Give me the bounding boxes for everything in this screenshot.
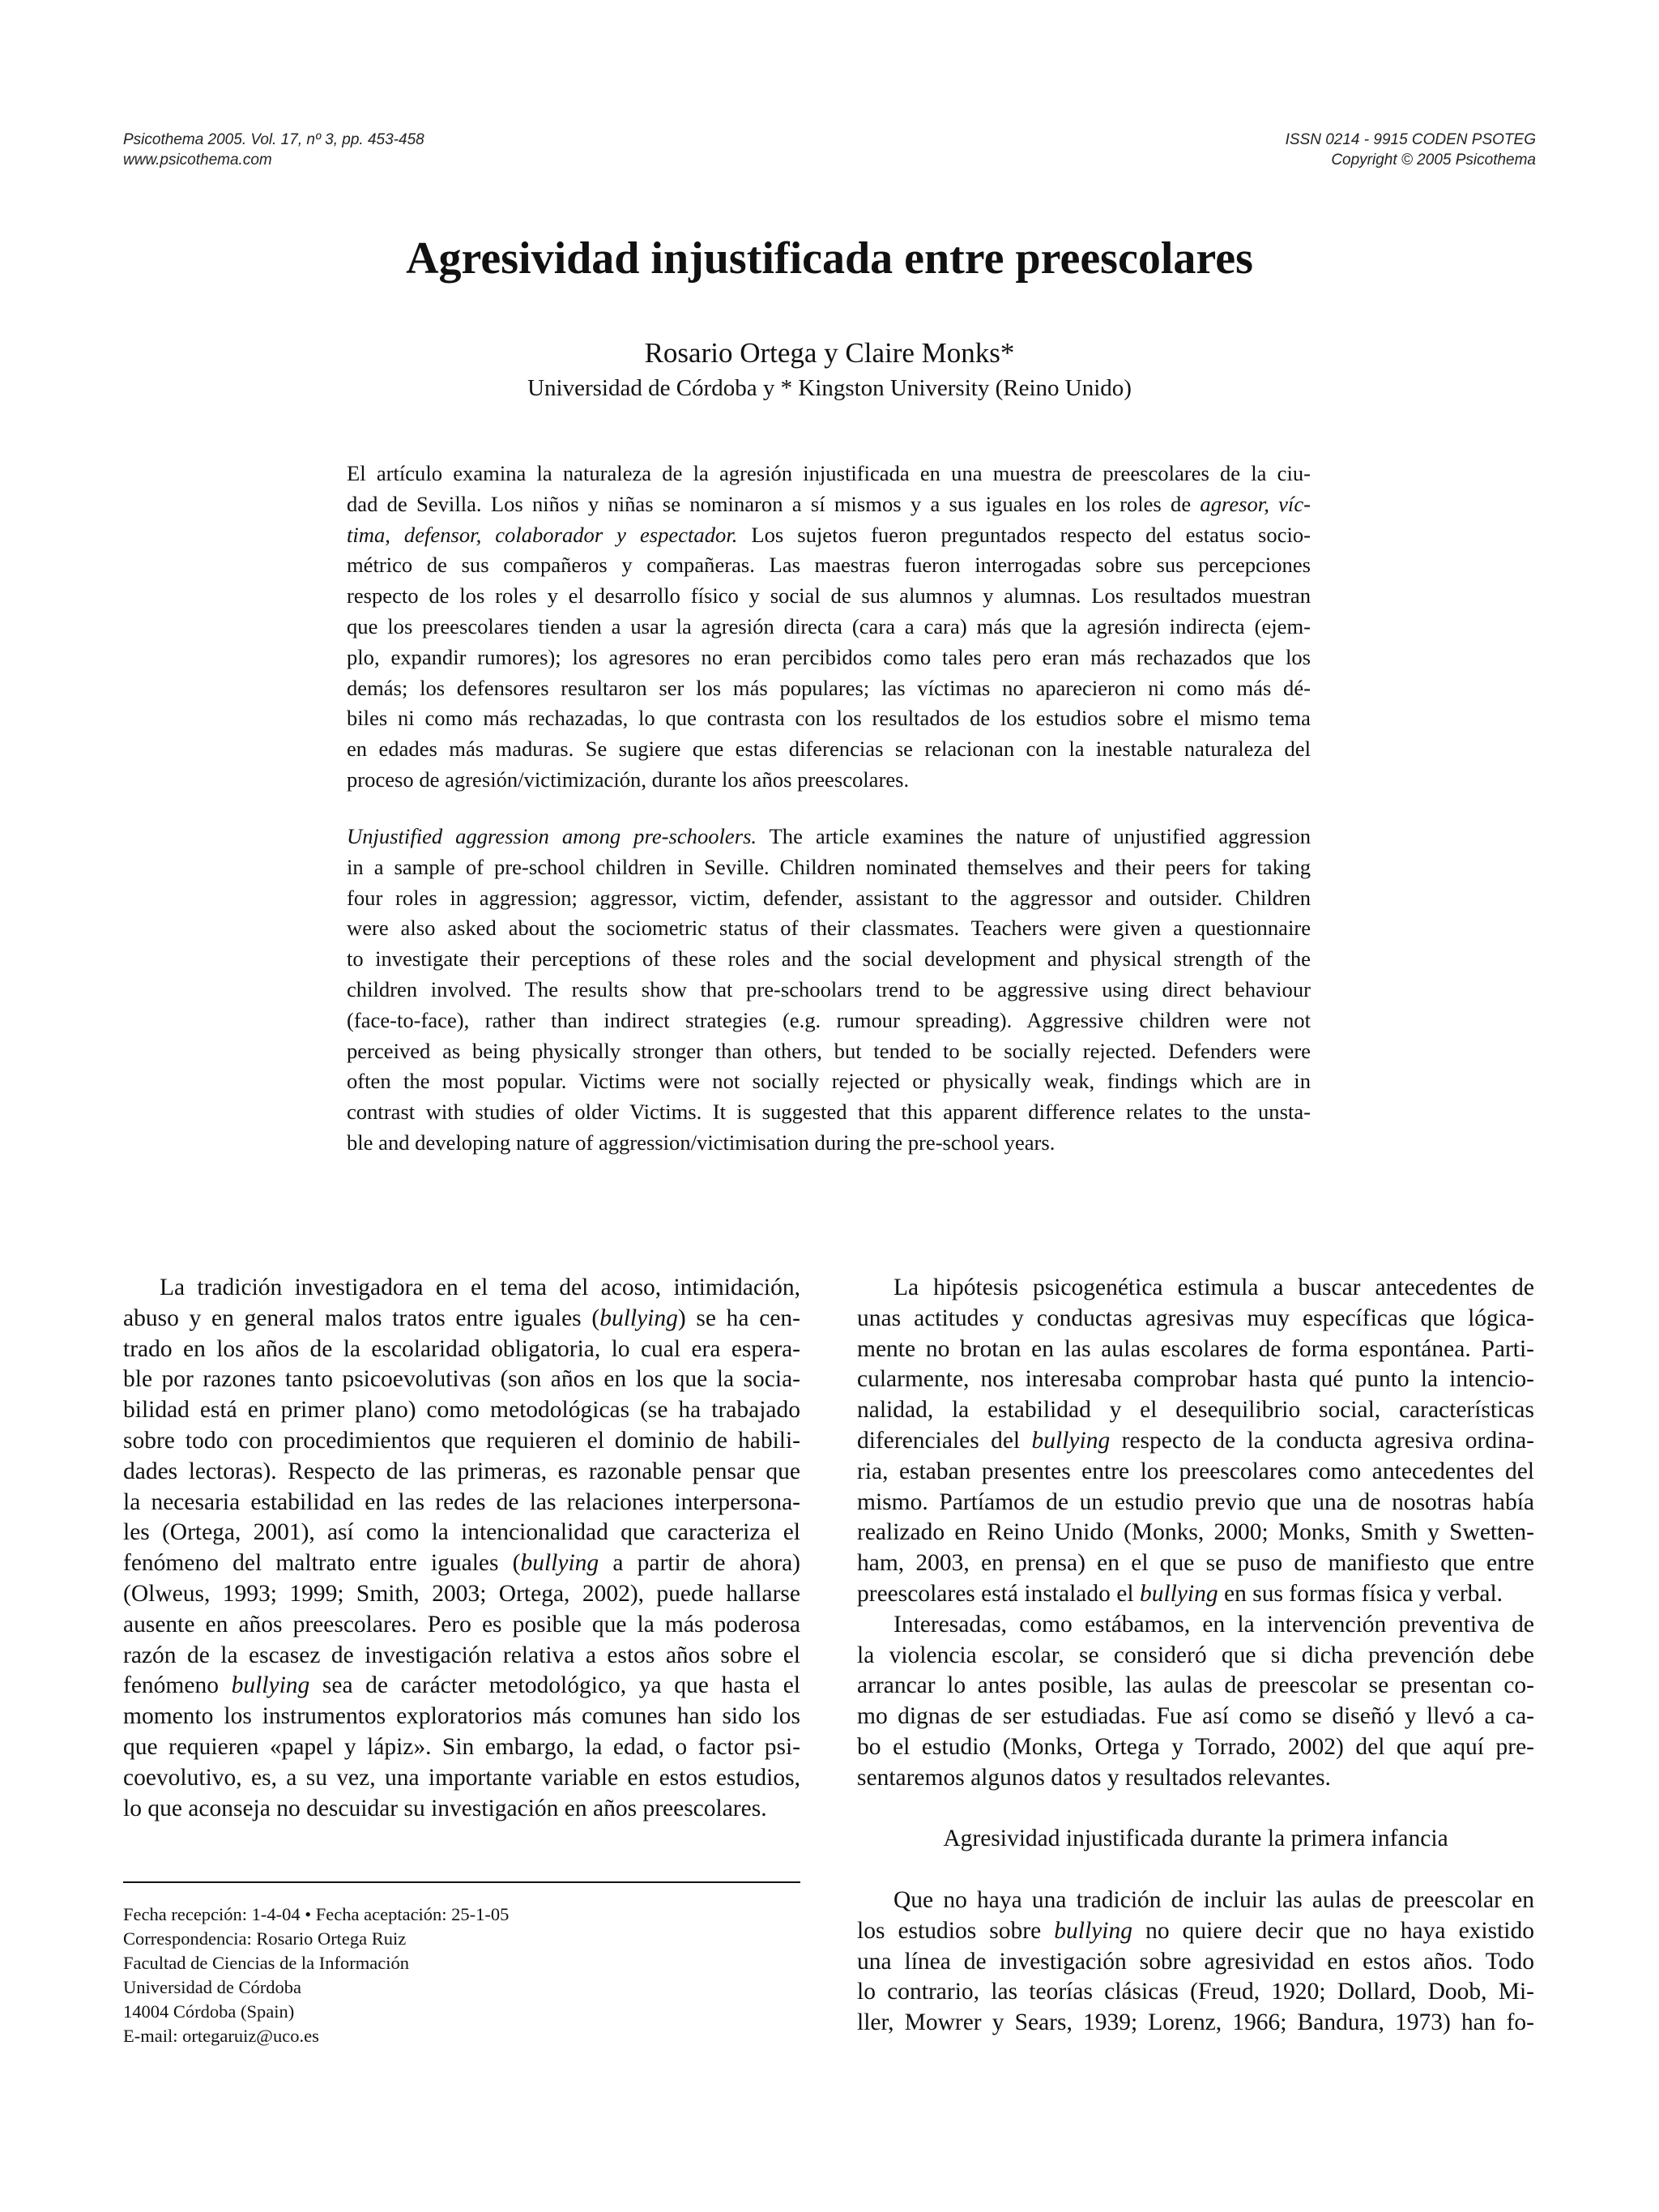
abstract-english <box>347 822 1311 1159</box>
abstract-line: biles ni como más rechazadas, lo que contrasta con los resultados de los estudios sobre el mismo tema <box>347 706 1311 731</box>
abstract-line: often the most popular. Victims were not socially rejected or physically weak, findings which are in <box>347 1069 1311 1094</box>
body-line: coevolutivo, es, a su vez, una importante variable en estos estudios, <box>123 1764 800 1791</box>
footnote-address: 14004 Córdoba (Spain) <box>123 2001 295 2022</box>
footnote-university: Universidad de Córdoba <box>123 1977 301 1997</box>
abstract-line: dad de Sevilla. Los niños y niñas se nominaron a sí mismos y a sus iguales en los roles de agresor, víc- <box>347 491 1311 516</box>
abstract-line: ble and developing nature of aggression/victimisation during the pre-school years. <box>347 1129 1056 1155</box>
body-line: mente no brotan en las aulas escolares de forma espontánea. Parti- <box>857 1335 1534 1362</box>
footnote-correspondence: Correspondencia: Rosario Ortega Ruiz <box>123 1928 407 1949</box>
body-line: momento los instrumentos exploratorios más comunes han sido los <box>123 1703 800 1730</box>
abstract-line: en edades más maduras. Se sugiere que estas diferencias se relacionan con la inestable naturaleza del <box>347 737 1311 762</box>
abstract-line: Unjustified aggression among pre-schoolers. The article examines the nature of unjustified aggression <box>347 824 1311 848</box>
abstract-line: four roles in aggression; aggressor, victim, defender, assistant to the aggressor and outsider. Children <box>347 885 1311 910</box>
abstract-line: respecto de los roles y el desarrollo físico y social de sus alumnos y alumnas. Los resultados muestran <box>347 583 1311 609</box>
footnote-dates: Fecha recepción: 1-4-04 • Fecha aceptación: 25-1-05 <box>123 1904 510 1924</box>
abstract-line: in a sample of pre-school children in Seville. Children nominated themselves and their peers for taking <box>347 854 1311 879</box>
body-line: ausente en años preescolares. Pero es posible que la más poderosa <box>123 1611 800 1638</box>
body-line: trado en los años de la escolaridad obligatoria, lo cual era espera- <box>123 1335 800 1362</box>
body-line: ria, estaban presentes entre los preescolares como antecedentes del <box>857 1458 1534 1484</box>
article-title: Agresividad injustificada entre preescolares <box>406 233 1253 284</box>
abstract-line: contrast with studies of older Victims. It is suggested that this apparent difference relates to the unsta- <box>347 1100 1311 1125</box>
body-line: arrancar lo antes posible, las aulas de preescolar se presentan co- <box>857 1672 1534 1699</box>
footnote-block <box>123 1902 509 2048</box>
body-line: ble por razones tanto psicoevolutivas (son años en los que la socia- <box>123 1366 800 1393</box>
abstract-line: proceso de agresión/victimización, durante los años preescolares. <box>347 767 910 792</box>
body-line: mismo. Partíamos de un estudio previo que una de nosotras había <box>857 1488 1534 1515</box>
body-column-right <box>857 1273 1534 2039</box>
body-line: ham, 2003, en prensa) en el que se puso de manifiesto que entre <box>857 1550 1534 1577</box>
body-line: cularmente, nos interesaba comprobar hasta qué punto la intencio- <box>857 1366 1534 1393</box>
body-line: (Olweus, 1993; 1999; Smith, 2003; Ortega, 2002), puede hallarse <box>123 1580 800 1607</box>
author-affiliation: Universidad de Córdoba y * Kingston University (Reino Unido) <box>527 375 1132 401</box>
body-line: lo contrario, las teorías clásicas (Freud, 1920; Dollard, Doob, Mi- <box>857 1979 1534 2005</box>
abstract-line: children involved. The results show that pre-schoolars trend to be aggressive using direct behaviour <box>347 976 1311 1001</box>
body-line: ller, Mowrer y Sears, 1939; Lorenz, 1966; Bandura, 1973) han fo- <box>857 2009 1534 2036</box>
body-line: la necesaria estabilidad en las redes de las relaciones interpersona- <box>123 1488 800 1515</box>
abstract-line: tima, defensor, colaborador y espectador. Los sujetos fueron preguntados respecto del estatus socio- <box>347 522 1311 547</box>
abstract-spanish <box>347 459 1311 796</box>
copyright-line: Copyright © 2005 Psicothema <box>1331 152 1536 169</box>
body-line: bilidad está en primer plano) como metodológicas (se ha trabajado <box>123 1397 800 1424</box>
body-line: les (Ortega, 2001), así como la intencionalidad que caracteriza el <box>123 1519 800 1546</box>
article-authors: Rosario Ortega y Claire Monks* <box>644 337 1015 369</box>
abstract-english-title: Unjustified aggression among pre-schoolers. <box>347 824 757 848</box>
body-line: una línea de investigación sobre agresividad en estos años. Todo <box>857 1948 1534 1975</box>
body-line: fenómeno bullying sea de carácter metodológico, ya que hasta el <box>123 1672 800 1699</box>
running-header-left <box>123 130 424 170</box>
body-line: mo dignas de ser estudiadas. Fue así como se diseñó y llevó a ca- <box>857 1703 1534 1730</box>
body-line: sobre todo con procedimientos que requieren el dominio de habili- <box>123 1427 800 1454</box>
abstract-line: to investigate their perceptions of these roles and the social development and physical strength of the <box>347 946 1311 971</box>
body-line: diferenciales del bullying respecto de la conducta agresiva ordina- <box>857 1427 1534 1454</box>
body-line: La hipótesis psicogenética estimula a buscar antecedentes de <box>893 1275 1534 1300</box>
body-line: los estudios sobre bullying no quiere decir que no haya existido <box>857 1917 1534 1944</box>
body-line: lo que aconseja no descuidar su investigación en años preescolares. <box>123 1795 767 1821</box>
body-line: Interesadas, como estábamos, en la intervención preventiva de <box>893 1611 1534 1638</box>
issn-line: ISSN 0214 - 9915 CODEN PSOTEG <box>1285 131 1536 148</box>
abstract-line: que los preescolares tienden a usar la agresión directa (cara a cara) más que la agresión indirecta (ejem- <box>347 613 1311 638</box>
body-line: realizado en Reino Unido (Monks, 2000; Monks, Smith y Swetten- <box>857 1519 1534 1546</box>
body-column-left <box>123 1273 800 1824</box>
footnote-faculty: Facultad de Ciencias de la Información <box>123 1953 409 1973</box>
body-line: la violencia escolar, se consideró que si dicha prevención debe <box>857 1642 1534 1668</box>
body-line: abuso y en general malos tratos entre iguales (bullying) se ha cen- <box>123 1305 800 1331</box>
body-line: razón de la escasez de investigación relativa a estos años sobre el <box>123 1642 800 1668</box>
journal-citation: Psicothema 2005. Vol. 17, nº 3, pp. 453-458 <box>123 131 424 148</box>
body-line: unas actitudes y conductas agresivas muy específicas que lógica- <box>857 1305 1534 1331</box>
body-line: preescolares está instalado el bullying en sus formas física y verbal. <box>857 1580 1503 1607</box>
footnote-divider <box>123 1881 800 1883</box>
body-line: que requieren «papel y lápiz». Sin embargo, la edad, o factor psi- <box>123 1733 800 1760</box>
footnote-email: E-mail: ortegaruiz@uco.es <box>123 2026 319 2046</box>
abstract-line: El artículo examina la naturaleza de la agresión injustificada en una muestra de preescolares de la ciu- <box>347 461 1311 485</box>
abstract-line: (face-to-face), rather than indirect strategies (e.g. rumour spreading). Aggressive children were not <box>347 1007 1311 1032</box>
body-line: nalidad, la estabilidad y el desequilibrio social, características <box>857 1397 1534 1424</box>
body-line: fenómeno del maltrato entre iguales (bullying a partir de ahora) <box>123 1550 801 1577</box>
abstract-line: were also asked about the sociometric status of their classmates. Teachers were given a questionnaire <box>347 916 1311 941</box>
abstract-line: métrico de sus compañeros y compañeras. Las maestras fueron interrogadas sobre sus percepciones <box>347 553 1311 578</box>
body-line: dades lectoras). Respecto de las primeras, es razonable pensar que <box>123 1458 800 1484</box>
abstract-line: plo, expandir rumores); los agresores no eran percibidos como tales pero eran más rechazados que los <box>347 644 1311 669</box>
body-line: sentaremos algunos datos y resultados relevantes. <box>857 1764 1331 1791</box>
journal-url: www.psicothema.com <box>123 152 272 169</box>
abstract-line: demás; los defensores resultaron ser los más populares; las víctimas no aparecieron ni como más dé- <box>347 675 1311 700</box>
body-line: Que no haya una tradición de incluir las aulas de preescolar en <box>893 1886 1534 1913</box>
running-header-right <box>1286 130 1536 170</box>
section-heading: Agresividad injustificada durante la primera infancia <box>943 1826 1448 1852</box>
body-line: La tradición investigadora en el tema del acoso, intimidación, <box>160 1275 800 1300</box>
abstract-line: perceived as being physically stronger than others, but tended to be socially rejected. Defenders were <box>347 1038 1311 1063</box>
body-line: bo el estudio (Monks, Ortega y Torrado, 2002) del que aquí pre- <box>857 1733 1534 1760</box>
